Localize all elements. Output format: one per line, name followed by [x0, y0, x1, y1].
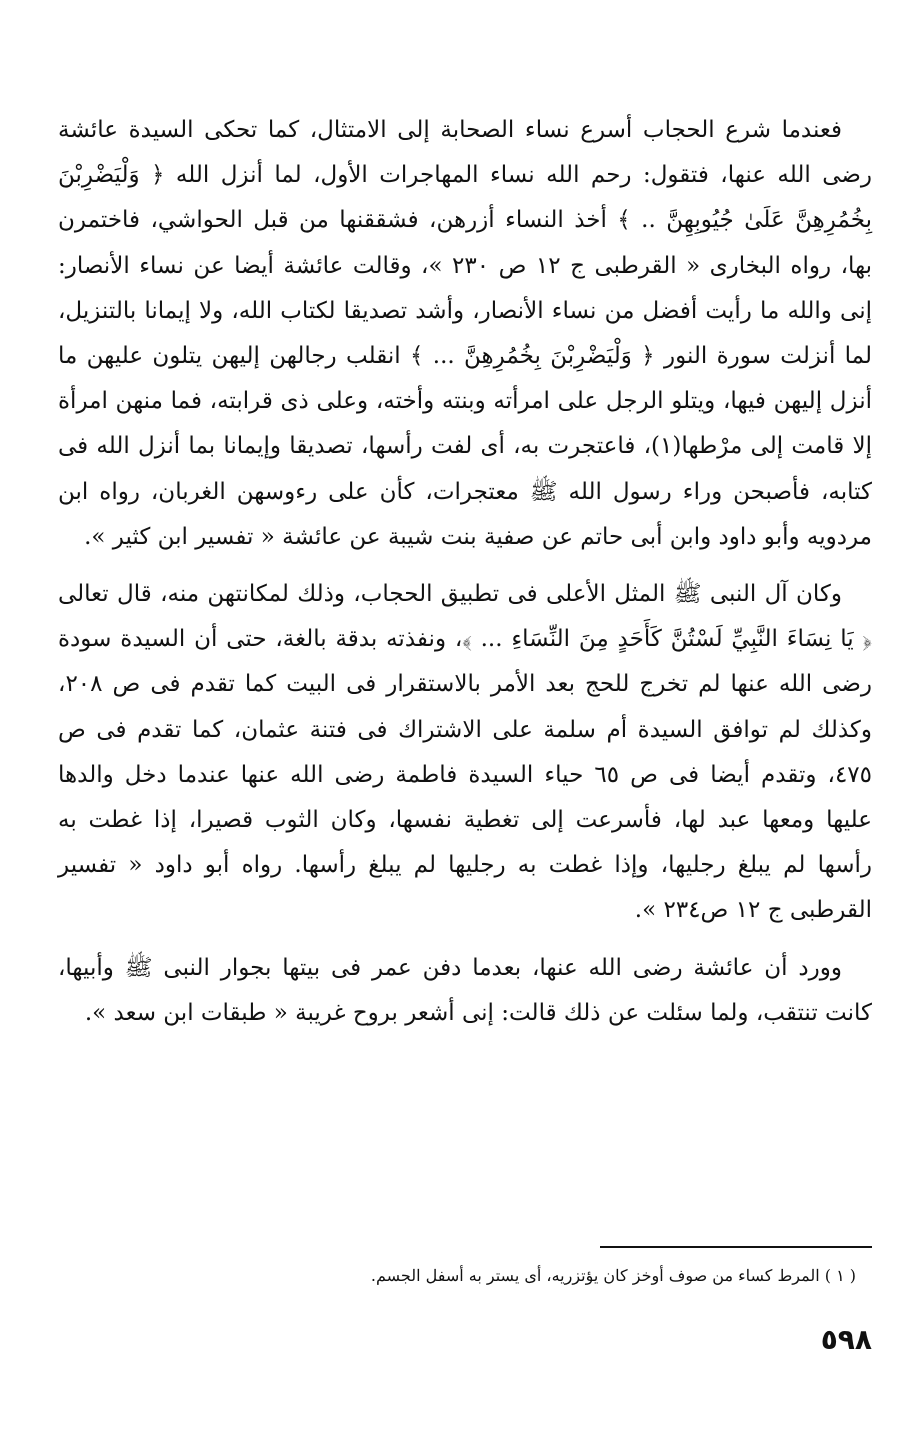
page-number: ٥٩٨ [820, 1323, 872, 1356]
paragraph-aisha-niqab: وورد أن عائشة رضى الله عنها، بعدما دفن عمر فى بيتها بجوار النبى ﷺ وأبيها، كانت تنتقب، ولما سئلت عن ذلك قالت: إنى أشعر بروح غريبة « طبقات ابن سعد ». [58, 954, 872, 1026]
paragraph-prophet-household: وكان آل النبى ﷺ المثل الأعلى فى تطبيق الحجاب، وذلك لمكانتهن منه، قال تعالى ﴿ يَا نِسَاءَ النَّبِيِّ لَسْتُنَّ كَأَحَدٍ مِنَ النِّسَاءِ ... ﴾، ونفذته بدقة بالغة، حتى أن السيدة سودة رضى الله عنها لم تخرج للحج بعد الأمر بالاستقرار فى البيت كما تقدم فى ص ٢٠٨، وكذلك لم توافق السيدة أم سلمة على الاشتراك فى فتنة عثمان، كما تقدم فى ص ٤٧٥، وتقدم أيضا فى ص ٦٥ حياء السيدة فاطمة رضى الله عنها عندما دخل والدها عليها ومعها عبد لها، فأسرعت إلى تغطية نفسها، وكان الثوب قصيرا، إذا غطت به رأسها لم يبلغ رجليها، وإذا غطت به رجليها لم يبلغ رأسها. رواه أبو داود « تفسير القرطبى ج ١٢ ص٢٣٤ ». [58, 581, 872, 924]
paragraph-hijab-companions: فعندما شرع الحجاب أسرع نساء الصحابة إلى الامتثال، كما تحكى السيدة عائشة رضى الله عنها، فتقول: رحم الله نساء المهاجرات الأول، لما أنزل الله ﴿ وَلْيَضْرِبْنَ بِخُمُرِهِنَّ عَلَىٰ جُيُوبِهِنَّ .. ﴾ أخذ النساء أزرهن، فشققنها من قبل الحواشي، فاختمرن بها، رواه البخارى « القرطبى ج ١٢ ص ٢٣٠ »، وقالت عائشة أيضا عن نساء الأنصار: إنى والله ما رأيت أفضل من نساء الأنصار، وأشد تصديقا لكتاب الله، ولا إيمانا بالتنزيل، لما أنزلت سورة النور ﴿ وَلْيَضْرِبْنَ بِخُمُرِهِنَّ ... ﴾ انقلب رجالهن إليهن يتلون عليهن ما أنزل إليهن فيها، ويتلو الرجل على امرأته وبنته وأخته، وعلى ذى قرابته، فما منهن امرأة إلا قامت إلى مرْطها(١)، فاعتجرت به، أى لفت رأسها، تصديقا وإيمانا بما أنزل الله فى كتابه، فأصبحن وراء رسول الله ﷺ معتجرات، كأن على رءوسهن الغربان، رواه ابن مردويه وأبو داود وابن أبى حاتم عن صفية بنت شيبة عن عائشة « تفسير ابن كثير ». [58, 117, 873, 550]
footnote: ( ١ ) المرط كساء من صوف أوخز كان يؤتزريه، أى يستر به أسفل الجسم. [370, 1266, 856, 1285]
footnote-divider [600, 1246, 872, 1248]
